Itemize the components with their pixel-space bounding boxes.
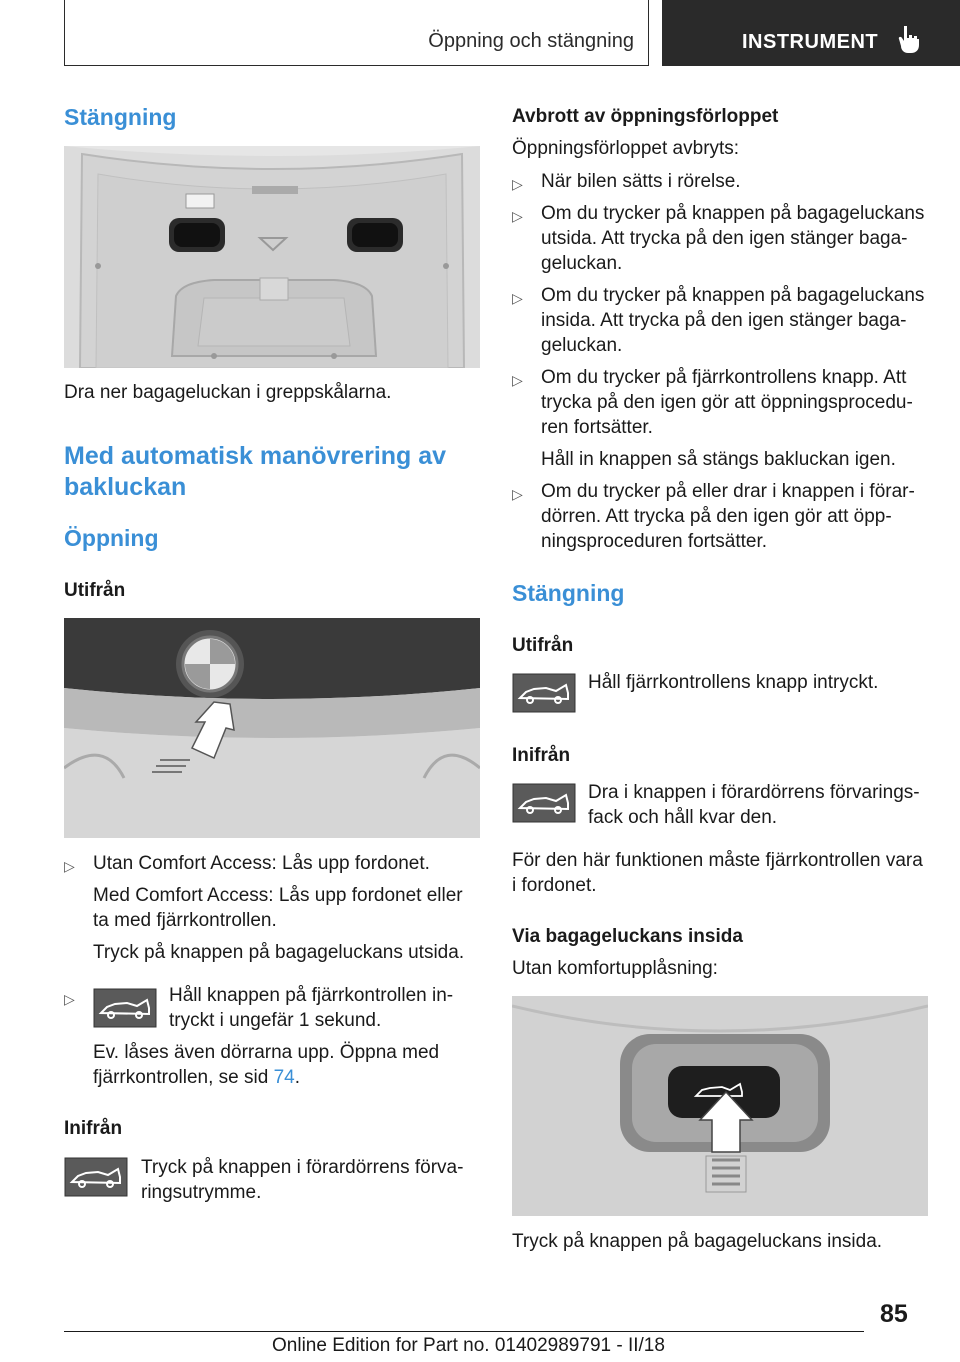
see-page-text: fjärrkontrollen, se sid [93,1067,274,1088]
footer-edition: Online Edition for Part no. 01402989791 - II/18 [272,1335,665,1356]
inside-left-line2: ringsutrymme. [141,1182,262,1203]
hand-pointer-icon [896,24,922,54]
heading-automatic-line-2: bakluckan [64,473,187,501]
bullet-marker: ▷ [512,486,523,502]
heading-abort: Avbrott av öppningsförloppet [512,106,779,127]
car-trunk-key-icon [93,988,157,1028]
abort-item-5-line1: Om du trycker på eller drar i knappen i förar- [541,481,915,502]
abort-item-2-line3: geluckan. [541,253,623,274]
bullet2-para2-line2 [93,1065,300,1091]
function-note-line1: För den här funktionen måste fjärrkontrollen vara [512,850,923,871]
abort-item-3-line3: geluckan. [541,335,623,356]
heading-inside-left: Inifrån [64,1118,123,1139]
bullet2-line2: tryckt i ungefär 1 sekund. [169,1010,382,1031]
abort-item-5-line2: dörren. Att trycka på den igen gör att öpp- [541,506,892,527]
bullet-marker: ▷ [512,372,523,388]
header-chapter-title: INSTRUMENT [742,31,879,53]
heading-automatic-operation [64,441,446,503]
car-trunk-key-icon [512,673,576,713]
bullet2-para2-line1: Ev. låses även dörrarna upp. Öppna med [93,1042,440,1063]
inside-left-line1: Tryck på knappen i förardörrens förva- [141,1157,464,1178]
car-trunk-key-icon [512,783,576,823]
header-section-title: Öppning och stängning [428,30,634,52]
bullet1-para3: Tryck på knappen på bagageluckans utsida. [93,942,465,963]
tailgate-badge-image [64,618,480,838]
header-section-box [64,0,649,66]
abort-item-3-line2: insida. Att trycka på den igen stänger baga- [541,310,907,331]
heading-closing-right: Stängning [512,580,625,606]
heading-outside-left: Utifrån [64,580,126,601]
period: . [294,1067,300,1088]
abort-note: Håll in knappen så stängs bakluckan igen. [541,449,896,470]
abort-item-2-line1: Om du trycker på knappen på bagageluckans [541,203,925,224]
bullet1-para2-line2: ta med fjärrkontrollen. [93,910,277,931]
car-trunk-key-icon [64,1157,128,1197]
trunk-lid-inside-image [64,146,480,368]
page-number: 85 [880,1300,908,1328]
outside-right-text: Håll fjärrkontrollens knapp intryckt. [588,672,879,693]
caption-press-inside: Tryck på knappen på bagageluckans insida. [512,1231,883,1252]
via-inside-text: Utan komfortupplåsning: [512,958,718,979]
abort-item-2-line2: utsida. Att trycka på den igen stänger baga- [541,228,908,249]
abort-item-4-line2: trycka på den igen gör att öppningsprocedu- [541,392,913,413]
bullet-marker: ▷ [64,991,75,1007]
heading-closing: Stängning [64,104,177,130]
footer-divider [64,1331,864,1332]
bullet1-line1: Utan Comfort Access: Lås upp fordonet. [93,853,430,874]
bullet1-para2-line1: Med Comfort Access: Lås upp fordonet eller [93,885,463,906]
abort-item-1-line1: När bilen sätts i rörelse. [541,171,741,192]
abort-intro: Öppningsförloppet avbryts: [512,138,740,159]
bullet-marker: ▷ [64,858,75,874]
page-link[interactable]: 74 [273,1067,295,1088]
header-chapter-tab[interactable] [662,0,960,66]
bullet-marker: ▷ [512,176,523,192]
heading-inside-right: Inifrån [512,745,571,766]
inside-right-line1: Dra i knappen i förardörrens förvarings- [588,782,920,803]
heading-automatic-line-1: Med automatisk manövrering av [64,442,447,470]
trunk-inside-button-image [512,996,928,1216]
bullet2-line1: Håll knappen på fjärrkontrollen in- [169,985,454,1006]
function-note-line2: i fordonet. [512,875,597,896]
bullet-marker: ▷ [512,208,523,224]
inside-right-line2: fack och håll kvar den. [588,807,778,828]
heading-via-inside: Via bagageluckans insida [512,926,743,947]
abort-item-5-line3: ningsproceduren fortsätter. [541,531,768,552]
heading-outside-right: Utifrån [512,635,574,656]
heading-opening: Öppning [64,525,159,551]
bullet-marker: ▷ [512,290,523,306]
abort-item-4-line1: Om du trycker på fjärrkontrollens knapp. Att [541,367,907,388]
abort-item-3-line1: Om du trycker på knappen på bagageluckans [541,285,925,306]
abort-item-4-line3: ren fortsätter. [541,417,653,438]
caption-pull-down: Dra ner bagageluckan i greppskålarna. [64,382,392,403]
